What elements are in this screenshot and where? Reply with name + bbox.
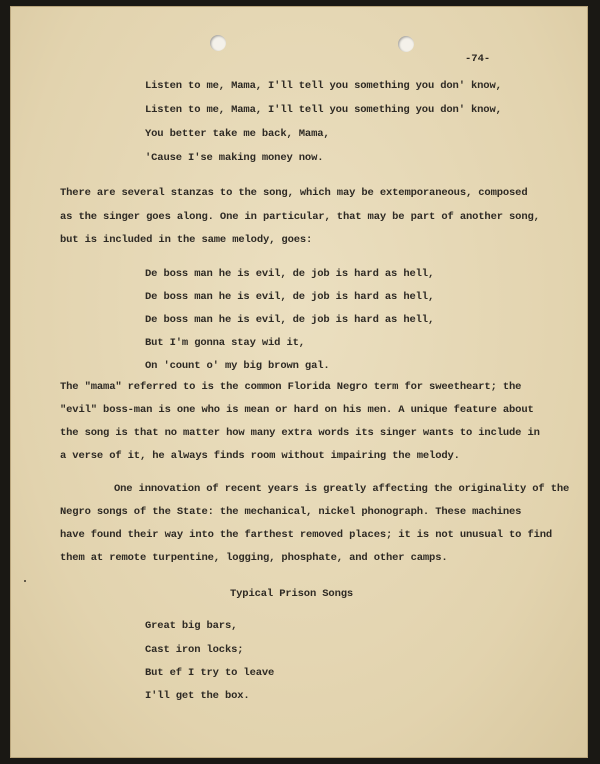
stanza2-line: De boss man he is evil, de job is hard as hell, [145,314,435,326]
stanza2-line: De boss man he is evil, de job is hard as hell, [145,291,435,303]
stanza3-line: Cast iron locks; [145,644,244,656]
stanza1-line: You better take me back, Mama, [145,128,330,140]
paragraph3-line: have found their way into the farthest removed places; it is not unusual to find [60,529,553,541]
paragraph3-line: One innovation of recent years is greatly affecting the originality of the [114,483,570,495]
stanza1-line: 'Cause I'se making money now. [145,152,324,164]
stanza2-line: On 'count o' my big brown gal. [145,360,330,372]
stanza1-line: Listen to me, Mama, I'll tell you something you don' know, [145,80,502,92]
stanza2-line: De boss man he is evil, de job is hard as hell, [145,268,435,280]
stanza1-line: Listen to me, Mama, I'll tell you something you don' know, [145,104,502,116]
paragraph3-line: Negro songs of the State: the mechanical, nickel phonograph. These machines [60,506,522,518]
paragraph2-line: The "mama" referred to is the common Florida Negro term for sweetheart; the [60,381,522,393]
paragraph1-line: as the singer goes along. One in particular, that may be part of another song, [60,211,540,223]
paragraph3-line: them at remote turpentine, logging, phosphate, and other camps. [60,552,448,564]
page-number: -74- [465,53,491,65]
section-heading: Typical Prison Songs [230,588,354,600]
paper-speck [24,580,26,582]
punch-hole-left [210,35,226,51]
stanza3-line: But ef I try to leave [145,667,275,679]
paragraph1-line: but is included in the same melody, goes: [60,234,313,246]
stanza3-line: I'll get the box. [145,690,250,702]
paragraph2-line: "evil" boss-man is one who is mean or hard on his men. A unique feature about [60,404,534,416]
paragraph2-line: the song is that no matter how many extra words its singer wants to include in [60,427,540,439]
paragraph2-line: a verse of it, he always finds room without impairing the melody. [60,450,460,462]
paragraph1-line: There are several stanzas to the song, which may be extemporaneous, composed [60,187,528,199]
typed-page [10,6,588,758]
stanza3-line: Great big bars, [145,620,238,632]
punch-hole-right [398,36,414,52]
stanza2-line: But I'm gonna stay wid it, [145,337,305,349]
